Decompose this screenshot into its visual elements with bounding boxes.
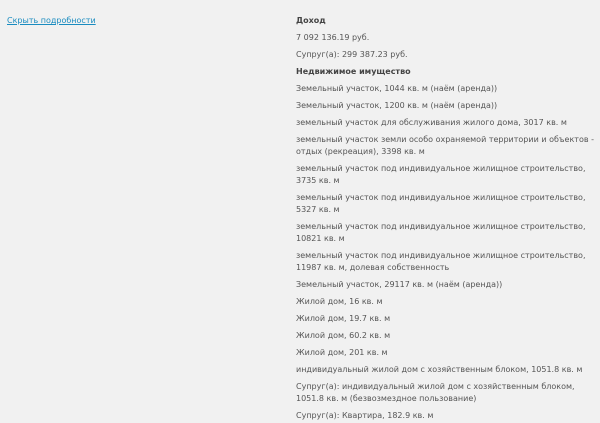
property-item: земельный участок земли особо охраняемой территории и объектов - отдых (рекреация), 3398 кв. м — [296, 135, 594, 156]
property-item: Супруг(а): Квартира, 182.9 кв. м — [296, 411, 434, 420]
property-item: Супруг(а): индивидуальный жилой дом с хозяйственным блоком, 1051.8 кв. м (безвозмездное пользование) — [296, 382, 575, 403]
property-item: Жилой дом, 16 кв. м — [296, 297, 383, 306]
property-item: индивидуальный жилой дом с хозяйственным блоком, 1051.8 кв. м — [296, 365, 583, 374]
property-item: земельный участок для обслуживания жилого дома, 3017 кв. м — [296, 118, 567, 127]
details-panel — [296, 15, 596, 423]
property-item: Жилой дом, 60.2 кв. м — [296, 331, 391, 340]
income-item: 7 092 136.19 руб. — [296, 33, 370, 42]
property-item: земельный участок под индивидуальное жилищное строительство, 5327 кв. м — [296, 193, 586, 214]
property-item: Жилой дом, 201 кв. м — [296, 348, 388, 357]
income-heading: Доход — [296, 16, 326, 25]
property-item: Жилой дом, 19.7 кв. м — [296, 314, 391, 323]
property-item: Земельный участок, 1200 кв. м (наём (аренда)) — [296, 101, 498, 110]
property-item: земельный участок под индивидуальное жилищное строительство, 10821 кв. м — [296, 222, 586, 243]
hide-details-link[interactable]: Скрыть подробности — [7, 16, 96, 25]
property-heading: Недвижимое имущество — [296, 67, 411, 76]
property-item: Земельный участок, 29117 кв. м (наём (аренда)) — [296, 280, 503, 289]
income-item: Супруг(а): 299 387.23 руб. — [296, 50, 408, 59]
property-item: Земельный участок, 1044 кв. м (наём (аренда)) — [296, 84, 498, 93]
property-item: земельный участок под индивидуальное жилищное строительство, 11987 кв. м, долевая собственность — [296, 251, 586, 272]
property-item: земельный участок под индивидуальное жилищное строительство, 3735 кв. м — [296, 164, 586, 185]
